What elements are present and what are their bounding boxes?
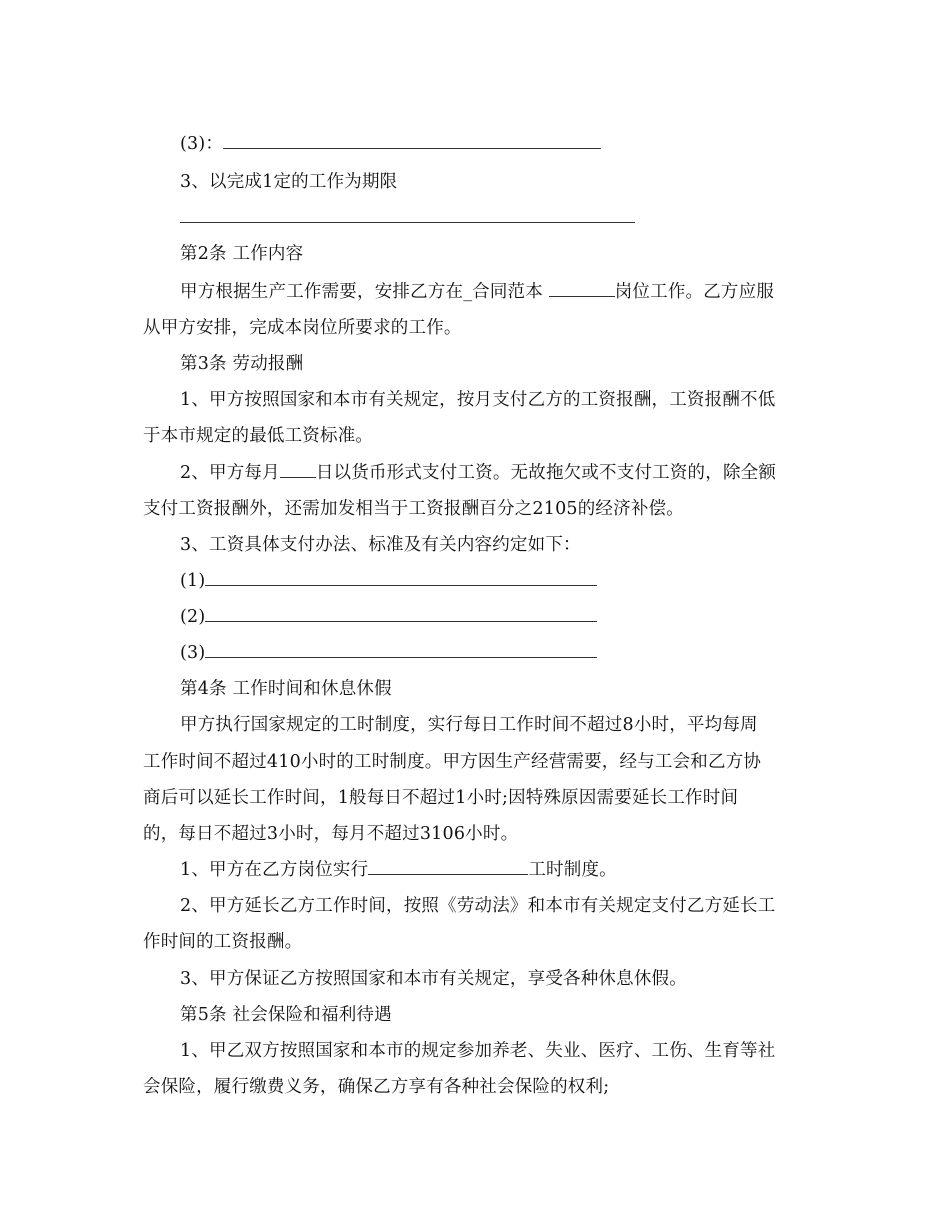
article-3-paragraph-1: 1、甲方按照国家和本市有关规定，按月支付乙方的工资报酬，工资报酬不低 [180,390,776,410]
article-2-title: 第2条 工作内容 [180,244,304,264]
article-2-paragraph-1-cont: 从甲方安排，完成本岗位所要求的工作。 [143,318,462,338]
item-label: (1) [180,571,206,591]
text-segment: 甲方根据生产工作需要，安排乙方在_合同范本 [180,282,549,302]
text-segment: 日以货币形式支付工资。无故拖欠或不支付工资的，除全额 [315,463,777,483]
article-4-paragraph-3-cont: 作时间的工资报酬。 [143,932,303,952]
article-4-paragraph-1-cont: 的，每日不超过3小时，每月不超过3106小时。 [143,824,519,844]
fill-blank-line [180,222,635,223]
article-4-paragraph-1-cont: 商后可以延长工作时间，1般每日不超过1小时;因特殊原因需要延长工作时间 [143,788,739,808]
article-3-paragraph-3: 3、工资具体支付办法、标准及有关内容约定如下： [180,535,581,555]
text-segment: 工时制度。 [528,860,617,880]
article-4-paragraph-2 [180,858,617,882]
fill-blank [205,606,597,622]
article-4-paragraph-3: 2、甲方延长乙方工作时间，按照《劳动法》和本市有关规定支付乙方延长工 [180,896,776,916]
item-label: (3)： [180,134,224,154]
term-3-heading: 3、以完成1定的工作为期限 [180,172,398,192]
article-4-paragraph-1-cont: 工作时间不超过410小时的工时制度。甲方因生产经营需要，经与工会和乙方协 [143,752,762,772]
item-label: (3) [180,643,206,663]
fill-blank [205,570,597,586]
article-3-paragraph-1-cont: 于本市规定的最低工资标准。 [143,426,374,446]
payment-item-2 [180,605,597,629]
text-segment: 岗位工作。乙方应服 [614,282,775,302]
article-4-title: 第4条 工作时间和休息休假 [180,679,392,699]
fill-blank [205,642,597,658]
payment-item-1 [180,569,597,593]
article-3-paragraph-2 [180,461,776,485]
article-3-title: 第3条 劳动报酬 [180,354,304,374]
article-4-paragraph-1: 甲方执行国家规定的工时制度，实行每日工作时间不超过8小时，平均每周 [180,715,758,735]
term-item-3 [180,132,601,156]
article-4-paragraph-4: 3、甲方保证乙方按照国家和本市有关规定，享受各种休息休假。 [180,969,687,989]
payment-item-3 [180,641,597,665]
text-segment: 2、甲方每月 [180,463,280,483]
item-label: (2) [180,607,206,627]
fill-blank [368,859,528,875]
article-5-title: 第5条 社会保险和福利待遇 [180,1005,392,1025]
article-5-paragraph-1: 1、甲乙双方按照国家和本市的规定参加养老、失业、医疗、工伤、生育等社 [180,1041,776,1061]
fill-blank [280,462,316,478]
article-3-paragraph-2-cont: 支付工资报酬外，还需加发相当于工资报酬百分之2105的经济补偿。 [143,499,684,519]
text-segment: 1、甲方在乙方岗位实行 [180,860,369,880]
fill-blank [223,133,601,149]
fill-blank [549,281,615,297]
article-5-paragraph-1-cont: 会保险，履行缴费义务，确保乙方享有各种社会保险的权利; [143,1077,610,1097]
article-2-paragraph-1 [180,280,774,304]
